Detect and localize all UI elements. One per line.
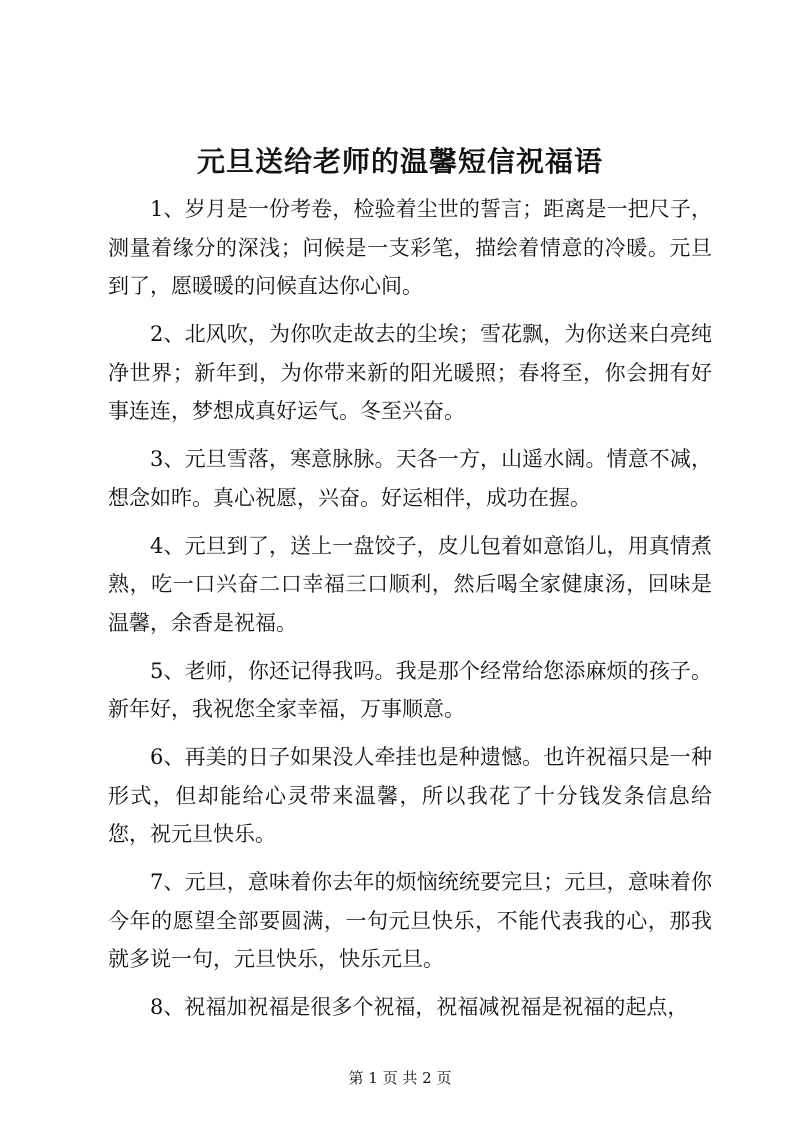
paragraph-6: 6、再美的日子如果没人牵挂也是种遗憾。也许祝福只是一种形式，但却能给心灵带来温馨，所以我花了十分钱发条信息给您，祝元旦快乐。 xyxy=(108,745,712,846)
paragraph-1: 1、岁月是一份考卷，检验着尘世的誓言；距离是一把尺子，测量着缘分的深浅；问候是一支彩笔，描绘着情意的冷暖。元旦到了，愿暖暖的问候直达你心间。 xyxy=(108,197,712,298)
document-title: 元旦送给老师的温馨短信祝福语 xyxy=(196,145,603,178)
paragraph-8: 8、祝福加祝福是很多个祝福，祝福减祝福是祝福的起点， xyxy=(150,995,689,1019)
paragraph-5: 5、老师，你还记得我吗。我是那个经常给您添麻烦的孩子。新年好，我祝您全家幸福，万事顺意。 xyxy=(108,658,712,721)
paragraph-2: 2、北风吹，为你吹走故去的尘埃；雪花飘，为你送来白亮纯净世界；新年到，为你带来新的阳光暖照；春将至，你会拥有好事连连，梦想成真好运气。冬至兴奋。 xyxy=(108,322,712,423)
paragraph-4: 4、元旦到了，送上一盘饺子，皮儿包着如意馅儿，用真情煮熟，吃一口兴奋二口幸福三口顺利，然后喝全家健康汤，回味是温馨，余香是祝福。 xyxy=(108,533,712,635)
page-footer: 第 1 页 共 2 页 xyxy=(348,1069,452,1087)
paragraph-7: 7、元旦，意味着你去年的烦恼统统要完旦；元旦，意味着你今年的愿望全部要圆满，一句元旦快乐，不能代表我的心，那我就多说一句，元旦快乐，快乐元旦。 xyxy=(108,870,712,971)
paragraph-3: 3、元旦雪落，寒意脉脉。天各一方，山遥水阔。情意不减，想念如昨。真心祝愿，兴奋。好运相伴，成功在握。 xyxy=(108,447,712,510)
document-body xyxy=(108,190,712,1036)
